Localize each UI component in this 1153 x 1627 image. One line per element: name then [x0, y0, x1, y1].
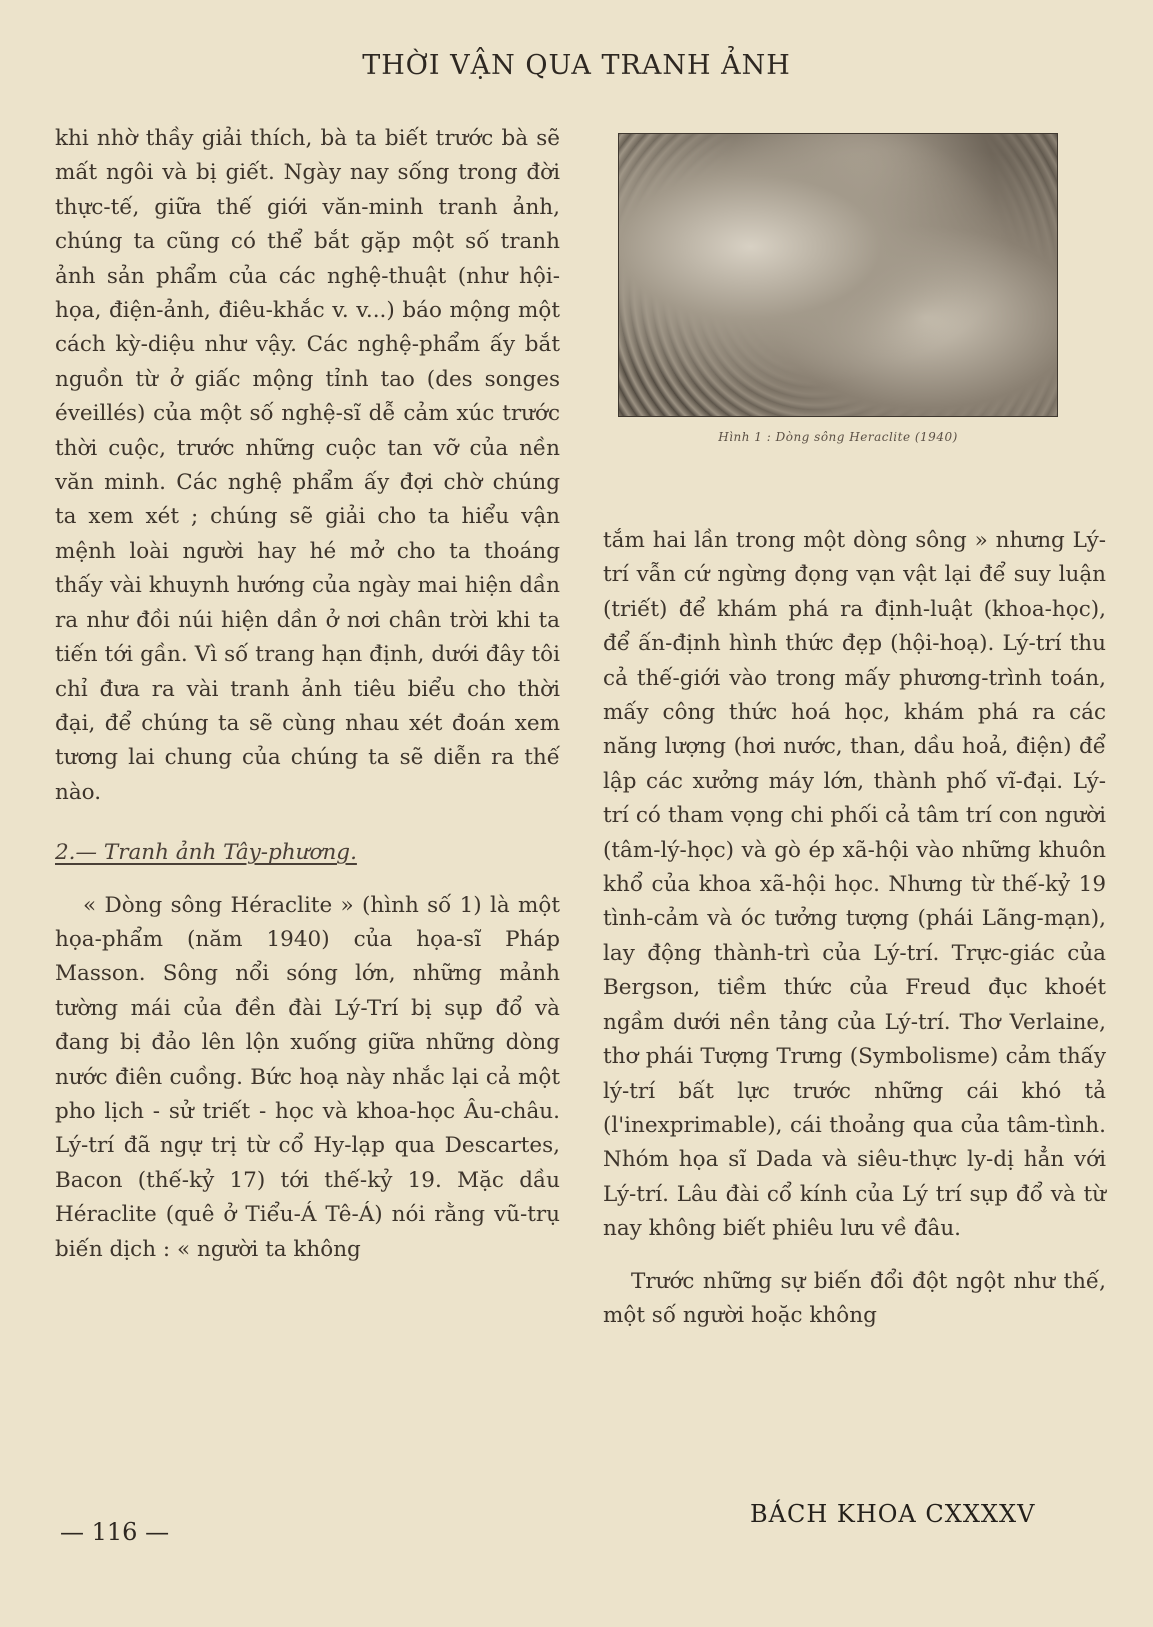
section-heading: 2.— Tranh ảnh Tây-phương.	[55, 840, 357, 866]
right-paragraph-2: Trước những sự biến đổi đột ngột như thế, một số người hoặc không	[603, 1268, 1106, 1328]
right-paragraph-1: tắm hai lần trong một dòng sông » nhưng Lý-trí vẫn cứ ngừng đọng vạn vật lại để suy luận (triết) để khám phá ra định-luật (khoa-học), để ấn-định hình thức đẹp (hội-hoạ). Lý-trí thu cả thế-giới vào trong mấy phương-trình toán, mấy công thức hoá học, khám phá ra các năng lượng (hơi nước, than, dầu hoả, điện) để lập các xưởng máy lớn, thành phố vĩ-đại. Lý-trí có tham vọng chi phối cả tâm trí con người (tâm-lý-học) và gò ép xã-hội vào những khuôn khổ của khoa xã-hội học. Nhưng từ thế-kỷ 19 tình-cảm và óc tưởng tượng (phái Lãng-mạn), lay động thành-trì của Lý-trí. Trực-giác của Bergson, tiềm thức của Freud đục khoét ngầm dưới nền tảng của Lý-trí. Thơ Verlaine, thơ phái Tượng Trưng (Symbolisme) cảm thấy lý-trí bất lực trước những cái khó tả (l'inexprimable), cái thoảng qua của tâm-tình. Nhóm họa sĩ Dada và siêu-thực ly-dị hẳn với Lý-trí. Lâu đài cổ kính của Lý trí sụp đổ và từ nay không biết phiêu lưu về đâu.	[603, 528, 1106, 1242]
figure-image-heraclite-river	[618, 133, 1058, 417]
left-paragraph-1: khi nhờ thầy giải thích, bà ta biết trước bà sẽ mất ngôi và bị giết. Ngày nay sống trong đời thực-tế, giữa thế giới văn-minh tranh ảnh, chúng ta cũng có thể bắt gặp một số tranh ảnh sản phẩm của các nghệ-thuật (như hội-họa, điện-ảnh, điêu-khắc v. v...) báo mộng một cách kỳ-diệu như vậy. Các nghệ-phẩm ấy bắt nguồn từ ở giấc mộng tỉnh tao (des songes éveillés) của một số nghệ-sĩ dễ cảm xúc trước thời cuộc, trước những cuộc tan vỡ của nền văn minh. Các nghệ phẩm ấy đợi chờ chúng ta xem xét ; chúng sẽ giải cho ta hiểu vận mệnh loài người hay hé mở cho ta thoáng thấy vài khuynh hướng của ngày mai hiện dần ra như đồi núi hiện dần ở nơi chân trời khi ta tiến tới gần. Vì số trang hạn định, dưới đây tôi chỉ đưa ra vài tranh ảnh tiêu biểu cho thời đại, để chúng ta sẽ cùng nhau xét đoán xem tương lai chung của chúng ta sẽ diễn ra thế nào.	[55, 126, 560, 805]
left-paragraph-2: « Dòng sông Héraclite » (hình số 1) là một họa-phẩm (năm 1940) của họa-sĩ Pháp Masson. Sông nổi sóng lớn, những mảnh tường mái của đền đài Lý-Trí bị sụp đổ và đang bị đảo lên lộn xuống giữa những dòng nước điên cuồng. Bức hoạ này nhắc lại cả một pho lịch - sử triết - học và khoa-học Âu-châu. Lý-trí đã ngự trị từ cổ Hy-lạp qua Descartes, Bacon (thế-kỷ 17) tới thế-kỷ 19. Mặc dầu Héraclite (quê ở Tiểu-Á Tê-Á) nói rằng vũ-trụ biến dịch : « người ta không	[55, 892, 560, 1262]
page-number: — 116 —	[60, 1518, 170, 1546]
right-column	[603, 524, 1106, 1333]
running-head: THỜI VẬN QUA TRANH ẢNH	[362, 50, 791, 81]
publication-name: BÁCH KHOA CXXXXV	[750, 1500, 1036, 1528]
paragraph-gap	[603, 1247, 1106, 1265]
figure-caption: Hình 1 : Dòng sông Heraclite (1940)	[718, 430, 958, 444]
left-column	[55, 122, 560, 1267]
